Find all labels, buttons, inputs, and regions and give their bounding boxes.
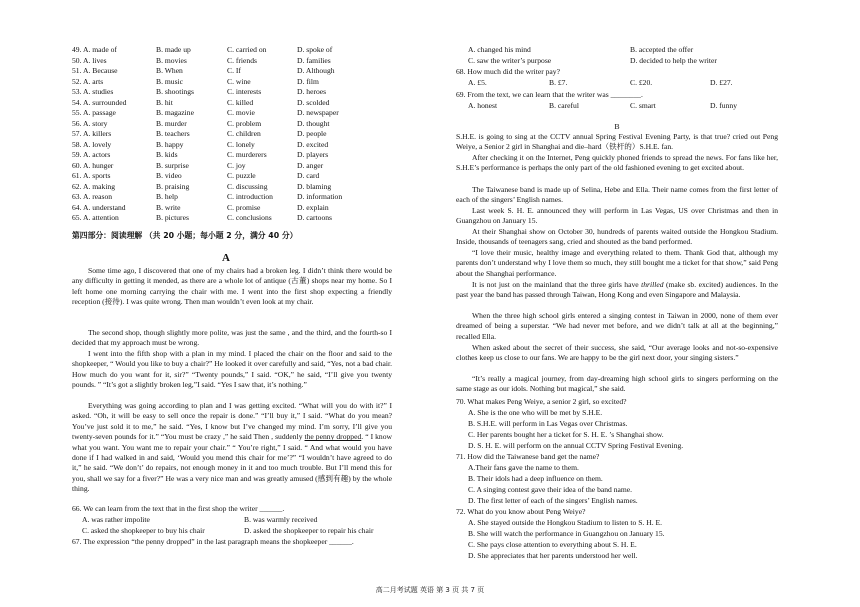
- passage-b-para-4: Last week S. H. E. announced they will perform in Las Vegas, US over Christmas and then in Guangzhou on January 15.: [456, 206, 778, 226]
- passage-b-para-10: “It’s really a magical journey, from day-dreaming high school girls to singers performing on the same stage as our idols. Nothing but magical,” she said.: [456, 374, 778, 394]
- q69-option-a: A. honest: [468, 101, 498, 110]
- vocab-option-d: D. explain: [297, 202, 329, 212]
- vocab-option-b: B. praising: [156, 181, 190, 191]
- vocab-option-c: C. movie: [227, 108, 255, 117]
- vocab-option-a: 64. A. understand: [72, 202, 126, 212]
- passage-b-para-7: [456, 280, 778, 301]
- vocab-option-b: B. murder: [156, 118, 187, 128]
- question-70-stem: 70. What makes Peng Weiye, a senior 2 girl, so excited?: [456, 397, 627, 406]
- passage-a-para-2: The second shop, though slightly more polite, was just the same , and the third, and the fourth-so I decided that my approach must be wrong.: [72, 328, 392, 348]
- vocab-option-c: C. killed: [227, 97, 254, 107]
- vocab-option-d: D. families: [297, 55, 331, 65]
- q67-option-a: A. changed his mind: [468, 45, 531, 54]
- vocab-option-b: B. music: [156, 76, 184, 86]
- vocab-option-b: B. help: [156, 192, 178, 201]
- passage-b-para-3: The Taiwanese band is made up of Selina, Hebe and Ella. Their name comes from the first letter of each of the singers’ English names.: [456, 185, 778, 205]
- vocab-option-c: C. children: [227, 129, 261, 138]
- passage-a-para-3: [72, 349, 392, 391]
- vocab-option-a: 63. A. reason: [72, 192, 113, 201]
- passage-a-para-4-text: Everything was going according to plan and I was getting excited. “What will you do with it?” I asked. “Oh, it will be easy to sell once the repair is done.” “I’ll buy it,” I said. “What do you mean? You’ve just sold it to me,” he said. “Yes, I know but I’ve changed my mind. I’m sorry, I’ll give you twenty-seven pounds for it.” “You must be crazy ,” he said Then , suddenly: [72, 401, 392, 442]
- vocab-option-b: B. write: [156, 202, 181, 212]
- passage-b-para-6: “I love their music, healthy image and everything related to them. Thank God that, although my parents don’t understand why I love them so much, they still bought me a ticket for that show,” said Peng about the Shanghai performance.: [456, 248, 778, 278]
- passage-b-para-1: S.H.E. is going to sing at the CCTV annual Spring Festival Evening Party, is that true? cried out Peng Weiye, a Senior 2 girl in Shanghai and die–hard（铁杆的）S.H.E. fan.: [456, 132, 778, 152]
- passage-b-para-7-text: (make sb. excited) audiences. In the past year the band has passed through Taiwan, Hong Kong and even Singapore and Malaysia.: [456, 280, 778, 300]
- vocab-option-d: D. Although: [297, 66, 335, 75]
- q69-option-d: D. funny: [710, 101, 737, 110]
- passage-a-para-1: Some time ago, I discovered that one of my chairs had a broken leg. I didn’t think there would be any difficulty in getting it mended, as there are a whole lot of antique (古董) shops near my home. So I left home one morning carrying the chair with me. I went into the first shop expecting a friendly reception (接待). I was quite wrong. Then man wouldn’t even look at my chair.: [72, 266, 392, 307]
- vocab-option-d: D. blaming: [297, 181, 332, 191]
- vocab-option-c: C. If: [227, 66, 241, 75]
- q67-option-d: D. decided to help the writer: [630, 56, 717, 65]
- question-66-stem: 66. We can learn from the text that in the first shop the writer ______.: [72, 504, 285, 513]
- vocab-option-a: 50. A. lives: [72, 55, 107, 65]
- q67-option-c: C. saw the writer’s purpose: [468, 56, 552, 65]
- vocab-option-c: C. conclusions: [227, 213, 272, 222]
- q71-option-a: A.Their fans gave the name to them.: [468, 463, 579, 472]
- vocab-option-d: D. heroes: [297, 87, 327, 96]
- q69-option-b: B. careful: [549, 101, 579, 110]
- q66-option-c: C. asked the shopkeeper to buy his chair: [82, 526, 205, 535]
- q68-option-b: B. £7.: [549, 78, 568, 87]
- vocab-option-a: 60. A. hunger: [72, 160, 114, 170]
- vocab-option-d: D. card: [297, 171, 320, 180]
- q72-option-c: C. She pays close attention to everything about S. H. E.: [468, 540, 637, 549]
- vocab-option-c: C. introduction: [227, 192, 273, 201]
- vocab-option-b: B. video: [156, 171, 182, 180]
- vocab-option-d: D. people: [297, 129, 327, 138]
- vocab-option-b: B. pictures: [156, 213, 189, 222]
- vocab-option-a: 51. A. Because: [72, 66, 118, 75]
- page-footer: 高二月考试题 英语 第 3 页 共 7 页: [375, 586, 485, 594]
- passage-a-title: A: [222, 252, 230, 264]
- q69-option-c: C. smart: [630, 101, 656, 110]
- vocab-option-b: B. hit: [156, 97, 173, 107]
- q71-option-b: B. Their idols had a deep influence on them.: [468, 474, 603, 483]
- vocab-option-b: B. made up: [156, 45, 191, 54]
- vocab-option-d: D. players: [297, 150, 329, 159]
- passage-b-para-8: When the three high school girls entered a singing contest in Taiwan in 2000, none of them ever dreamed of being a superstar. “We had never met before, and we didn’t talk at all at the beginning,” recalled Ella.: [456, 311, 778, 341]
- vocab-option-d: D. thought: [297, 118, 330, 128]
- vocab-option-c: C. wine: [227, 76, 251, 86]
- q72-option-b: B. She will watch the performance in Guangzhou on January 15.: [468, 529, 665, 538]
- vocab-option-c: C. promise: [227, 202, 261, 212]
- vocab-option-c: C. joy: [227, 160, 246, 170]
- passage-a-para-4: [72, 401, 392, 495]
- vocab-option-c: C. discussing: [227, 181, 268, 191]
- vocab-option-b: B. movies: [156, 55, 187, 65]
- vocab-option-c: C. lonely: [227, 139, 255, 149]
- question-69-stem: 69. From the text, we can learn that the writer was ________.: [456, 90, 643, 99]
- q68-option-a: A. £5.: [468, 78, 487, 87]
- q72-option-a: A. She stayed outside the Hongkou Stadium to listen to S. H. E.: [468, 518, 663, 527]
- vocab-option-b: B. happy: [156, 139, 184, 149]
- vocab-option-c: C. puzzle: [227, 171, 256, 180]
- vocab-option-b: B. When: [156, 66, 183, 75]
- vocab-option-d: D. spoke of: [297, 45, 333, 54]
- vocab-option-d: D. newspaper: [297, 108, 339, 117]
- part4-heading: 第四部分：阅读理解 （共 20 小题；每小题 2 分，满分 40 分）: [72, 231, 298, 240]
- vocab-option-d: D. scolded: [297, 97, 330, 107]
- question-72-stem: 72. What do you know about Peng Weiye?: [456, 507, 586, 516]
- q68-option-d: D. £27.: [710, 78, 733, 87]
- passage-a-para-3-text: I went into the fifth shop with a plan in my mind. I placed the chair on the floor and said to the shopkeeper, “ Would you like to buy a chair?” He looked it over carefully and said, “Yes, not a bad chair. How much do you want for it, sir?” “Twenty pounds,” I said. “OK,” he said, “I’ll give you twenty pounds. ” “It’s got a slightly broken leg,”I said. “Yes I saw that, it’s nothing.”: [72, 349, 392, 390]
- vocab-option-b: B. kids: [156, 150, 178, 159]
- vocab-option-a: 65. A. attention: [72, 213, 119, 222]
- vocab-option-c: C. carried on: [227, 45, 267, 54]
- q71-option-c: C. A singing contest gave their idea of the band name.: [468, 485, 633, 494]
- vocab-option-d: D. cartoons: [297, 213, 333, 222]
- vocab-option-a: 58. A. lovely: [72, 139, 112, 149]
- question-67-stem: 67. The expression “the penny dropped” in the last paragraph means the shopkeeper ______.: [72, 537, 354, 546]
- vocab-option-c: C. murderers: [227, 150, 267, 159]
- passage-b-title: B: [614, 122, 620, 131]
- q66-option-b: B. was warmly received: [244, 515, 318, 524]
- vocab-option-b: B. shootings: [156, 87, 194, 96]
- vocab-option-d: D. information: [297, 192, 343, 201]
- vocab-option-b: B. surprise: [156, 160, 189, 170]
- vocab-option-c: C. interests: [227, 87, 262, 96]
- vocab-option-c: C. friends: [227, 55, 257, 65]
- vocab-option-a: 53. A. studies: [72, 87, 114, 96]
- q68-option-c: C. £20.: [630, 78, 653, 87]
- vocab-option-b: B. teachers: [156, 129, 190, 138]
- vocab-option-a: 61. A. sports: [72, 171, 111, 180]
- q70-option-c: C. Her parents bought her a ticket for S. H. E. ’s Shanghai show.: [468, 430, 664, 439]
- vocab-option-d: D. anger: [297, 160, 324, 170]
- vocab-option-a: 52. A. arts: [72, 76, 104, 86]
- vocab-option-a: 54. A. surrounded: [72, 97, 127, 107]
- vocab-option-a: 57. A. killers: [72, 129, 112, 138]
- vocab-option-d: D. excited: [297, 139, 329, 149]
- q66-option-d: D. asked the shopkeeper to repair his chair: [244, 526, 374, 535]
- q71-option-d: D. The first letter of each of the singers’ English names.: [468, 496, 638, 505]
- passage-b-para-9: When asked about the secret of their success, she said, “Our average looks and not-so-expensive clothes keep us close to our fans. We are happy to be the girl next door, your singing sisters.”: [456, 343, 778, 363]
- q70-option-b: B. S.H.E. will perform in Las Vegas over Christmas.: [468, 419, 628, 428]
- q72-option-d: D. She appreciates that her parents understood her well.: [468, 551, 638, 560]
- vocab-option-a: 55. A. passage: [72, 108, 116, 117]
- vocab-option-a: 62. A. making: [72, 181, 116, 191]
- passage-b-para-2: After checking it on the Internet, Peng quickly phoned friends to spread the news. For fans like her, S.H.E’s performance is perhaps the only part of the old fashioned evening to get excited about.: [456, 153, 778, 173]
- vocab-option-b: B. magazine: [156, 108, 194, 117]
- vocab-option-a: 59. A. actors: [72, 150, 111, 159]
- question-68-stem: 68. How much did the writer pay?: [456, 67, 560, 76]
- vocab-option-a: 56. A. story: [72, 118, 108, 128]
- underlined-phrase: the penny dropped: [304, 432, 362, 442]
- italic-word: thrilled: [641, 280, 664, 289]
- passage-b-para-5: At their Shanghai show on October 30, hundreds of parents waited outside the Hongkou Stadium. Inside, thousands of teenagers sang, cried and shouted as the band performed.: [456, 227, 778, 247]
- q70-option-d: D. S. H. E. will perform on the annual CCTV Spring Festival Evening.: [468, 441, 684, 450]
- question-71-stem: 71. How did the Taiwanese band get the name?: [456, 452, 600, 461]
- vocab-option-a: 49. A. made of: [72, 45, 117, 54]
- q70-option-a: A. She is the one who will be met by S.H.E.: [468, 408, 603, 417]
- q67-option-b: B. accepted the offer: [630, 45, 694, 54]
- passage-b-para-7-text: It is not just on the mainland that the three girls have: [472, 280, 642, 289]
- q66-option-a: A. was rather impolite: [82, 515, 150, 524]
- vocab-option-d: D. film: [297, 76, 319, 86]
- vocab-option-c: C. problem: [227, 118, 262, 128]
- passage-a-para-4-text: . “ I know what you want. You want me to repair your chair.” “ You’re right,” I said. “ And what would you have done if I had walked in and said, ‘Would you mend this chair for me’?” “I wouldn’t have agreed to do it,” he said. “We don’t’ do repairs, not enough money in it and too much trouble. But I’ll mend this for you, shall we say for a fiver?” He was a very nice man and was greatly amused (感到有趣) by the whole thing.: [72, 432, 393, 494]
